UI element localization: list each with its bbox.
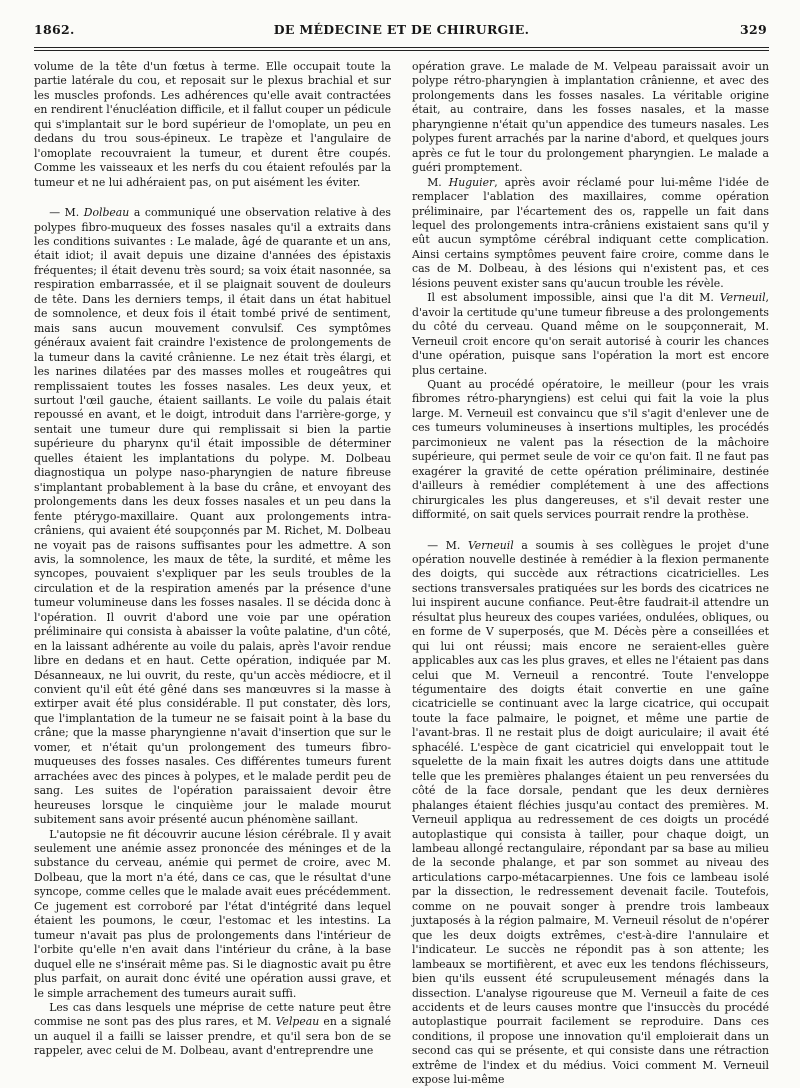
- text-run: — M.: [49, 206, 84, 220]
- paragraph-huguier: [412, 176, 769, 292]
- header-title: DE MÉDECINE ET DE CHIRURGIE.: [273, 22, 530, 37]
- text-run: a soumis à ses collègues le projet d'une opération nouvelle destinée à remédier à la flexion permanente des doigts, qui succède aux rétractions cicatricielles. Les sections transversales pratiquées sur les bords des cicatrices ne lui inspirent aucune confiance. Peut-être faudrait-il attendre un résultat plus heureux des coupes variées, ondulées, obliques, ou en forme de V superposés, que M. Décès père a conseillées et qui lui ont réussi; mais encore ne seraient-elles guère applicables aux cas les plus graves, et elles ne l'étaient pas dans celui que M. Verneuil a rencontré. Toute l'enveloppe tégumentaire des doigts était convertie en une gaîne cicatricielle se continuant avec la large cicatrice, qui occupait toute la face palmaire, le poignet, et même une partie de l'avant-bras. Il ne restait plus de doigt auriculaire; il avait été sphacélé. L'espèce de gant cicatriciel qui enveloppait tout le squelette de la main fixait les autres doigts dans une attitude telle que les premières phalanges étaient un peu renversées du côté de la face dorsale, pendant que les deux dernières phalanges étaient fléchies jusqu'au contact des premières. M. Verneuil appliqua au redressement de ces doigts un procédé autoplastique qui consista à tailler, pour chaque doigt, un lambeau allongé rectangulaire, répondant par sa base au milieu de la seconde phalange, et par son sommet au niveau des articulations carpo-métacarpiennes. Une fois ce lambeau isolé par la dissection, le redressement devenait facile. Toutefois, comme on ne pouvait songer à prendre trois lambeaux juxtaposés à la région palmaire, M. Verneuil résolut de n'opérer que les deux doigts extrêmes, c'est-à-dire l'annulaire et l'indicateur. Le succès ne répondit pas à son attente; les lambeaux se mortifièrent, et avec eux les tendons fléchisseurs, bien qu'ils eussent été scrupuleusement ménagés dans la dissection. L'analyse rigoureuse que M. Verneuil a faite de ces accidents et de leurs causes montre que l'insuccès du procédé autoplastique pourrait facilement se reproduire. Dans ces conditions, il propose une innovation qu'il emploierait dans un second cas qui se présente, et qui consiste dans une rétraction extrême de l'index et du médius. Voici comment M. Verneuil expose lui-même: [412, 538, 769, 1087]
- text-columns: [34, 60, 769, 1088]
- paragraph-autopsie: [34, 828, 391, 1001]
- paragraph-dolbeau-polypes: [34, 206, 391, 827]
- text-run: Quant au procédé opératoire, le meilleur (pour les vrais fibromes rétro-pharyngiens) est celui qui fait la voie la plus large. M. Verneuil est convaincu que s'il s'agit d'enlever une de ces tumeurs volumineuses à insertions multiples, les procédés parcimonieux ne valent pas la résection de la mâchoire supérieure, qui permet seule de voir ce qu'on fait. Il ne faut pas exagérer la gravité de cette opération préliminaire, destinée d'ailleurs à remédier complétement à une des affections chirurgicales les plus dangereuses, et s'il devait rester une difformité, on sait quels services pourrait rendre la prothèse.: [412, 377, 769, 522]
- surgeon-name: Verneuil: [467, 538, 514, 552]
- text-run: M.: [427, 175, 449, 189]
- surgeon-name: Dolbeau: [83, 206, 130, 220]
- header-year: 1862.: [34, 22, 75, 37]
- running-header: [34, 22, 769, 44]
- surgeon-name: Velpeau: [275, 1015, 320, 1029]
- text-run: Il est absolument impossible, ainsi que l'a dit M.: [427, 291, 720, 305]
- surgeon-name: Huguier: [448, 175, 495, 189]
- text-run: L'autopsie ne fit découvrir aucune lésion cérébrale. Il y avait seulement une anémie assez prononcée des méninges et de la substance du cerveau, anémie qui permet de croire, avec M. Dolbeau, que la mort n'a été, dans ce cas, que le résultat d'une syncope, comme celles que le malade avait eues précédemment. Ce jugement est corroboré par l'état d'intégrité dans lequel étaient les poumons, le cœur, l'estomac et les intestins. La tumeur n'avait pas plus de prolongements dans l'intérieur de l'orbite qu'elle n'en avait dans l'intérieur du crâne, à la base duquel elle ne s'insérait même pas. Si le diagnostic avait pu être plus parfait, on aurait donc évité une opération aussi grave, et le simple arrachement des tumeurs aurait suffi.: [34, 827, 391, 1000]
- paragraph-velpeau: [34, 1001, 391, 1059]
- right-column: [412, 60, 769, 1088]
- text-run: opération grave. Le malade de M. Velpeau paraissait avoir un polype rétro-pharyngien à implantation crânienne, et avec des prolongements dans les fosses nasales. La véritable origine était, au contraire, dans les fosses nasales, et la masse pharyngienne n'était qu'un appendice des tumeurs nasales. Les polypes furent arrachés par la narine d'abord, et quelques jours après ce fut le tour du prolongement pharyngien. Le malade a guéri promptement.: [412, 60, 769, 175]
- paragraph-verneuil-doigts: [412, 539, 769, 1088]
- paragraph-procede-operatoire: [412, 378, 769, 523]
- surgeon-name: Verneuil: [719, 291, 766, 305]
- paragraph-velpeau-suite: [412, 60, 769, 176]
- header-double-rule: [34, 47, 769, 51]
- text-run: en a signalé un auquel il a failli se laisser prendre, et qu'il sera bon de se rappeler, avec celui de M. Dolbeau, avant d'entreprendre une: [34, 1015, 392, 1058]
- text-run: volume de la tête d'un fœtus à terme. Elle occupait toute la partie latérale du cou, et reposait sur le plexus brachial et sur les muscles profonds. Les adhérences qu'elle avait contractées en rendirent l'énucléation difficile, et il fallut couper un pédicule qui s'implantait sur le bord supérieur de l'omoplate, un peu en dedans du trou sous-épineux. Le trapèze et l'angulaire de l'omoplate recouvraient la tumeur, et durent être coupés. Comme les vaisseaux et les nerfs du cou étaient refoulés par la tumeur et ne lui adhéraient pas, on put aisément les éviter.: [34, 60, 391, 189]
- paragraph-tumor-cou: [34, 60, 391, 190]
- text-run: , d'avoir la certitude qu'une tumeur fibreuse a des prolongements du côté du cerveau. Quand même on le soupçonnerait, M. Verneuil croit encore qu'on serait autorisé à courir les chances d'une opération, puisque sans l'opération la mort est encore plus certaine.: [412, 291, 769, 377]
- text-run: , après avoir réclamé pour lui-même l'idée de remplacer l'ablation des maxillaires, comme opération préliminaire, par l'écartement des os, rappelle un fait dans lequel des prolongements intra-crâniens existaient sans qu'il y eût aucun symptôme cérébral indiquant cette complication. Ainsi certains symptômes peuvent faire croire, comme dans le cas de M. Dolbeau, à des lésions qui n'existent pas, et ces lésions peuvent exister sans qu'aucun trouble les révèle.: [412, 175, 769, 290]
- text-run: — M.: [427, 538, 468, 552]
- left-column: [34, 60, 391, 1088]
- text-run: a communiqué une observation relative à des polypes fibro-muqueux des fosses nasales qu'il a extraits dans les conditions suivantes : Le malade, âgé de quarante et un ans, était idiot; il avait depuis une dizaine d'années des épistaxis fréquentes; il était devenu très sourd; sa voix était nasonnée, sa respiration embarrassée, et il se plaignait souvent de douleurs de tête. Dans les derniers temps, il était dans un état habituel de somnolence, et deux fois il était tombé privé de sentiment, mais sans aucun mouvement convulsif. Ces symptômes généraux avaient fait craindre l'existence de prolongements de la tumeur dans la cavité crânienne. Le nez était très élargi, et les narines dilatées par des masses molles et rougeâtres qui remplissaient toutes les fosses nasales. Les deux yeux, et surtout l'œil gauche, étaient saillants. Le voile du palais était repoussé en avant, et le doigt, introduit dans l'arrière-gorge, y sentait une tumeur dure qui remplissait si bien la partie supérieure du pharynx qu'il était impossible de déterminer quelles étaient les implantations du polype. M. Dolbeau diagnostiqua un polype naso-pharyngien de nature fibreuse s'implantant probablement à la base du crâne, et envoyant des prolongements dans les deux fosses nasales et un peu dans la fente ptérygo-maxillaire. Quant aux prolongements intra-crâniens, qui avaient été soupçonnés par M. Richet, M. Dolbeau ne voyait pas de raisons suffisantes pour les admettre. A son avis, la somnolence, les maux de tête, la surdité, et même les syncopes, pouvaient s'expliquer par les seuls troubles de la circulation et de la respiration amenés par la présence d'une tumeur volumineuse dans les fosses nasales. Il se décida donc à l'opération. Il ouvrit d'abord une voie par une opération préliminaire qui consista à abaisser la voûte palatine, d'un côté, en la laissant adhérente au voile du palais, après l'avoir rendue libre en dedans et en haut. Cette opération, indiquée par M. Désanneaux, ne lui ouvrit, du reste, qu'un accès médiocre, et il convient qu'il eût été gêné dans ses manœuvres si la masse à extirper avait été plus considérable. Il put constater, dès lors, que l'implantation de la tumeur ne se faisait point à la base du crâne; que la masse pharyngienne n'avait d'insertion que sur le vomer, et n'était qu'un prolongement des tumeurs fibro-muqueuses des fosses nasales. Ces différentes tumeurs furent arrachées avec des pinces à polypes, et le malade perdit peu de sang. Les suites de l'opération paraissaient devoir être heureuses lorsque le cinquième jour le malade mourut subitement sans avoir présenté aucun phénomène saillant.: [34, 206, 391, 827]
- paragraph-verneuil-certitude: [412, 291, 769, 378]
- page-number: 329: [740, 22, 767, 37]
- text-run: Les cas dans lesquels une méprise de cette nature peut être commise ne sont pas des plus rares, et M.: [34, 1001, 391, 1029]
